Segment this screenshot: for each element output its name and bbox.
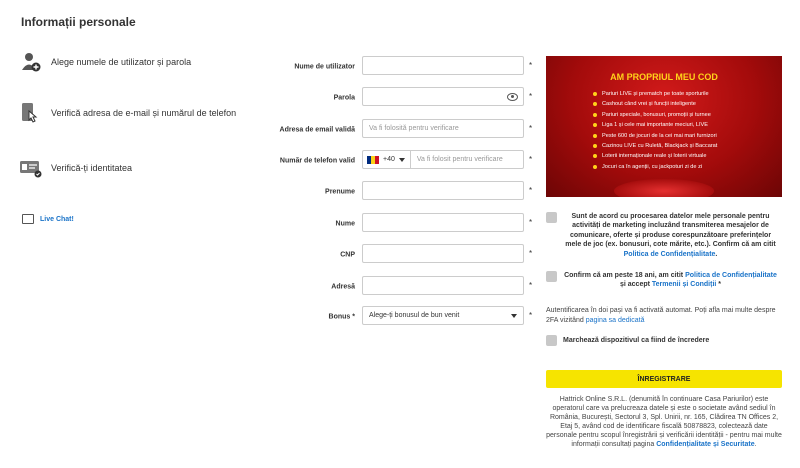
- required-mark: *: [529, 61, 533, 70]
- step-label: Verifică adresa de e-mail și numărul de telefon: [51, 108, 237, 118]
- promo-banner: [546, 56, 782, 197]
- phone-placeholder: Va fi folosit pentru verificare: [416, 156, 503, 163]
- required-mark: *: [529, 155, 533, 164]
- required-mark: *: [529, 281, 533, 290]
- banner-item: Pariuri speciale, bonusuri, promoții și turnee: [593, 110, 717, 120]
- cnp-input[interactable]: [362, 244, 524, 263]
- step-verify: [19, 101, 236, 125]
- address-row: [290, 276, 540, 298]
- password-input[interactable]: [362, 87, 524, 106]
- romania-flag-icon: [367, 156, 379, 164]
- legal-notice: [546, 395, 782, 449]
- age-consent-text: [563, 271, 778, 290]
- live-chat-link[interactable]: [22, 214, 74, 224]
- banner-stage: [614, 179, 714, 197]
- register-button[interactable]: ÎNREGISTRARE: [546, 370, 782, 388]
- banner-item: Cazinou LIVE cu Ruletă, Blackjack și Baccarat: [593, 141, 717, 151]
- password-label: Parola: [333, 94, 355, 102]
- email-label: Adresa de email validă: [279, 126, 355, 134]
- username-input[interactable]: [362, 56, 524, 75]
- required-mark: *: [529, 249, 533, 258]
- user-add-icon: [19, 50, 43, 74]
- bonus-label: Bonus *: [328, 313, 355, 321]
- bonus-select[interactable]: [362, 306, 524, 325]
- phone-label: Număr de telefon valid: [279, 157, 355, 165]
- required-mark: *: [529, 218, 533, 227]
- address-label: Adresă: [331, 283, 355, 291]
- trusted-device: [546, 335, 709, 346]
- required-mark: *: [529, 92, 533, 101]
- chevron-down-icon: [511, 314, 517, 318]
- privacy-security-link[interactable]: Confidențialitate și Securitate: [656, 441, 755, 448]
- cnp-label: CNP: [340, 251, 355, 259]
- banner-list: [593, 89, 717, 172]
- eye-icon[interactable]: [507, 93, 518, 101]
- age-checkbox[interactable]: [546, 271, 557, 282]
- banner-item: Jocuri ca în agenții, cu jackpoturi zi de zi: [593, 162, 717, 172]
- phone-input[interactable]: [362, 150, 524, 169]
- trusted-device-label: Marchează dispozitivul ca fiind de încredere: [563, 337, 710, 344]
- marketing-consent: [546, 212, 778, 259]
- password-row: [290, 87, 540, 109]
- trusted-device-checkbox[interactable]: [546, 335, 557, 346]
- lastname-input[interactable]: [362, 213, 524, 232]
- age-consent: [546, 271, 778, 290]
- chat-icon: [22, 214, 34, 224]
- lastname-row: [290, 213, 540, 235]
- banner-title: AM PROPRIUL MEU COD: [610, 72, 718, 82]
- live-chat-label: Live Chat!: [40, 215, 74, 223]
- required-mark: *: [529, 311, 533, 320]
- banner-item: Pariuri LIVE și prematch pe toate sporturile: [593, 89, 717, 99]
- age-end: *: [716, 281, 722, 289]
- banner-item: Cashout când vrei și funcții inteligente: [593, 99, 717, 109]
- privacy-link[interactable]: Politica de Confidențialitate: [685, 272, 777, 279]
- marketing-consent-text: [563, 212, 778, 259]
- email-row: [279, 119, 540, 141]
- age-text: Confirm că am peste 18 ani, am citit: [564, 272, 686, 279]
- legal-text: Hattrick Online S.R.L. (denumită în continuare Casa Pariurilor) este operatorul care va prelucreaza datele și este o societate având sediul în România, București, Sectorul 3, Spl. Unirii, nr. 165, Clădirea TN Offices 2, Etaj 5, având cod de identificare fiscală 50878823, colectează date personale pentru scopul înregistrării și verificării identității - pentru mai multe informații consultați pagina: [546, 396, 782, 448]
- firstname-row: [290, 181, 540, 203]
- country-code-select[interactable]: [367, 151, 411, 168]
- username-row: [290, 56, 540, 78]
- banner-item: Liga 1 și cele mai importante meciuri, LIVE: [593, 120, 717, 130]
- page-title: Informații personale: [21, 15, 136, 29]
- marketing-checkbox[interactable]: [546, 212, 557, 223]
- banner-item: Peste 600 de jocuri de la cei mai mari furnizori: [593, 131, 717, 141]
- phone-row: [279, 150, 540, 172]
- required-mark: *: [529, 186, 533, 195]
- address-input[interactable]: [362, 276, 524, 295]
- required-mark: *: [529, 124, 533, 133]
- bonus-row: [290, 306, 540, 328]
- legal-end: .: [754, 441, 757, 448]
- age-mid: și accept: [619, 281, 652, 289]
- country-code: +40: [383, 156, 395, 163]
- email-input[interactable]: Va fi folosită pentru verificare: [362, 119, 524, 138]
- firstname-input[interactable]: [362, 181, 524, 200]
- step-label: Alege numele de utilizator și parola: [51, 57, 192, 67]
- username-label: Nume de utilizator: [294, 63, 355, 71]
- bonus-value: Alege-ți bonusul de bun venit: [369, 312, 460, 319]
- cursor-click-icon: [19, 101, 43, 125]
- consent-text: Sunt de acord cu procesarea datelor mele personale pentru activități de marketing incluzând transmiterea mesajelor de comunicare, oferte și produse corespunzătoare preferințelor mele de joc (ex. bonusuri, cote mărite, etc.). Confirm că am citit: [565, 213, 776, 249]
- step-username: [19, 50, 191, 74]
- twofa-link[interactable]: pagina sa dedicată: [585, 316, 645, 324]
- step-label: Verifică-ți identitatea: [51, 163, 133, 173]
- firstname-label: Prenume: [325, 188, 355, 196]
- step-identity: [19, 156, 132, 180]
- banner-item: Loterii internaționale reale și loterii virtuale: [593, 151, 717, 161]
- consent-end: .: [715, 250, 718, 258]
- chevron-down-icon: [399, 158, 405, 162]
- privacy-link[interactable]: Politica de Confidențialitate: [623, 250, 716, 258]
- id-card-icon: [19, 156, 43, 180]
- terms-link[interactable]: Termenii și Condiții: [651, 281, 717, 289]
- lastname-label: Nume: [335, 220, 355, 228]
- twofa-info: [546, 306, 786, 325]
- cnp-row: [290, 244, 540, 266]
- twofa-text: Autentificarea în doi pași va fi activată automat. Poți afla mai multe despre 2FA vizitând: [546, 307, 776, 324]
